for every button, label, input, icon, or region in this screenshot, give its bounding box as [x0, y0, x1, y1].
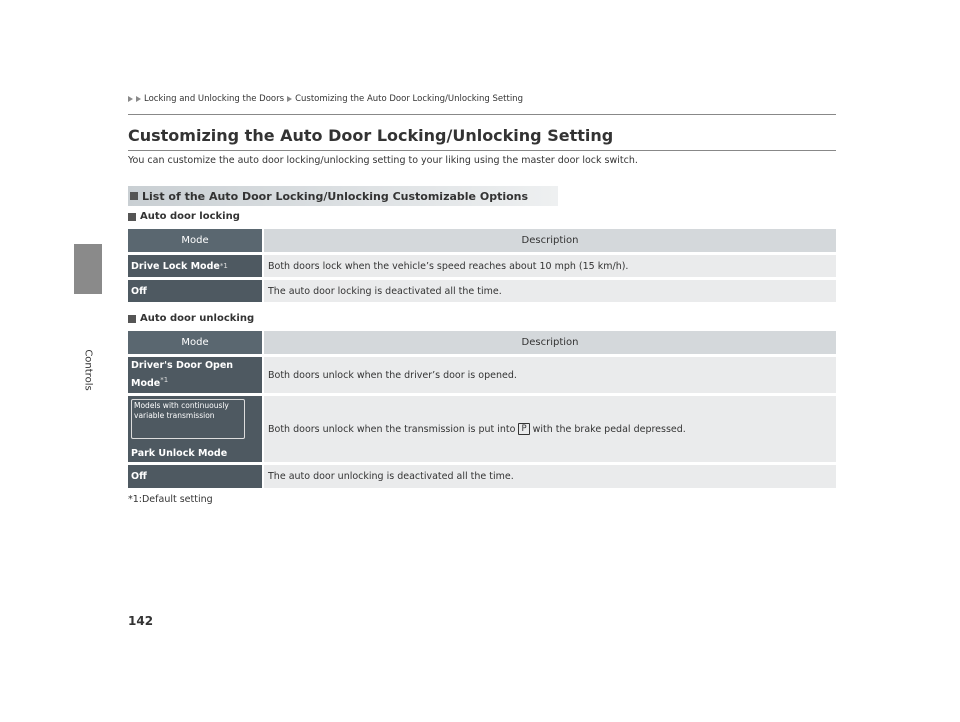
- square-bullet-icon: [128, 315, 136, 323]
- divider: [128, 150, 836, 151]
- table-header-row: [128, 229, 836, 252]
- divider: [128, 114, 836, 115]
- arrow-icon: [287, 96, 292, 102]
- description-cell: The auto door locking is deactivated all the time.: [264, 280, 836, 302]
- section-tab: [74, 244, 102, 294]
- table-header-row: [128, 331, 836, 354]
- description-cell: The auto door unlocking is deactivated all the time.: [264, 465, 836, 488]
- square-bullet-icon: [130, 192, 138, 200]
- intro-text: You can customize the auto door locking/unlocking setting to your liking using the master door lock switch.: [128, 155, 638, 166]
- mode-cell: Off: [128, 280, 262, 302]
- arrow-icon: [128, 96, 133, 102]
- description-cell: Both doors unlock when the driver’s door is opened.: [264, 357, 836, 393]
- table-row: [128, 396, 836, 462]
- breadcrumb: [128, 94, 523, 104]
- square-bullet-icon: [128, 213, 136, 221]
- subsection-title: Auto door locking: [128, 211, 240, 222]
- table-row: [128, 465, 836, 488]
- subsection-title: Auto door unlocking: [128, 313, 254, 324]
- table-row: [128, 357, 836, 393]
- mode-label: Park Unlock Mode: [131, 448, 228, 459]
- mode-cell: Off: [128, 465, 262, 488]
- description-header: Description: [264, 229, 836, 252]
- model-note: Models with continuously variable transmission: [131, 399, 245, 439]
- footnote: *1:Default setting: [128, 494, 213, 505]
- description-cell: Both doors unlock when the transmission is put into P with the brake pedal depressed.: [264, 396, 836, 462]
- table-row: [128, 280, 836, 302]
- page-title: Customizing the Auto Door Locking/Unlocking Setting: [128, 126, 614, 145]
- mode-cell: Driver's Door Open Mode$^{*1}$: [128, 357, 262, 393]
- mode-header: Mode: [128, 229, 262, 252]
- mode-header: Mode: [128, 331, 262, 354]
- mode-cell: Drive Lock Mode *1: [128, 255, 262, 277]
- breadcrumb-item: Locking and Unlocking the Doors: [144, 94, 285, 104]
- description-header: Description: [264, 331, 836, 354]
- breadcrumb-item: Customizing the Auto Door Locking/Unlocking Setting: [295, 94, 523, 104]
- section-title: List of the Auto Door Locking/Unlocking Customizable Options: [142, 189, 529, 203]
- section-title-bar: [128, 186, 558, 206]
- page-number: 142: [128, 614, 154, 628]
- section-label: Controls: [82, 349, 94, 391]
- table-row: [128, 255, 836, 277]
- gear-p-icon: P: [518, 423, 529, 435]
- arrow-icon: [136, 96, 141, 102]
- mode-cell: [128, 396, 262, 462]
- description-cell: Both doors lock when the vehicle’s speed reaches about 10 mph (15 km/h).: [264, 255, 836, 277]
